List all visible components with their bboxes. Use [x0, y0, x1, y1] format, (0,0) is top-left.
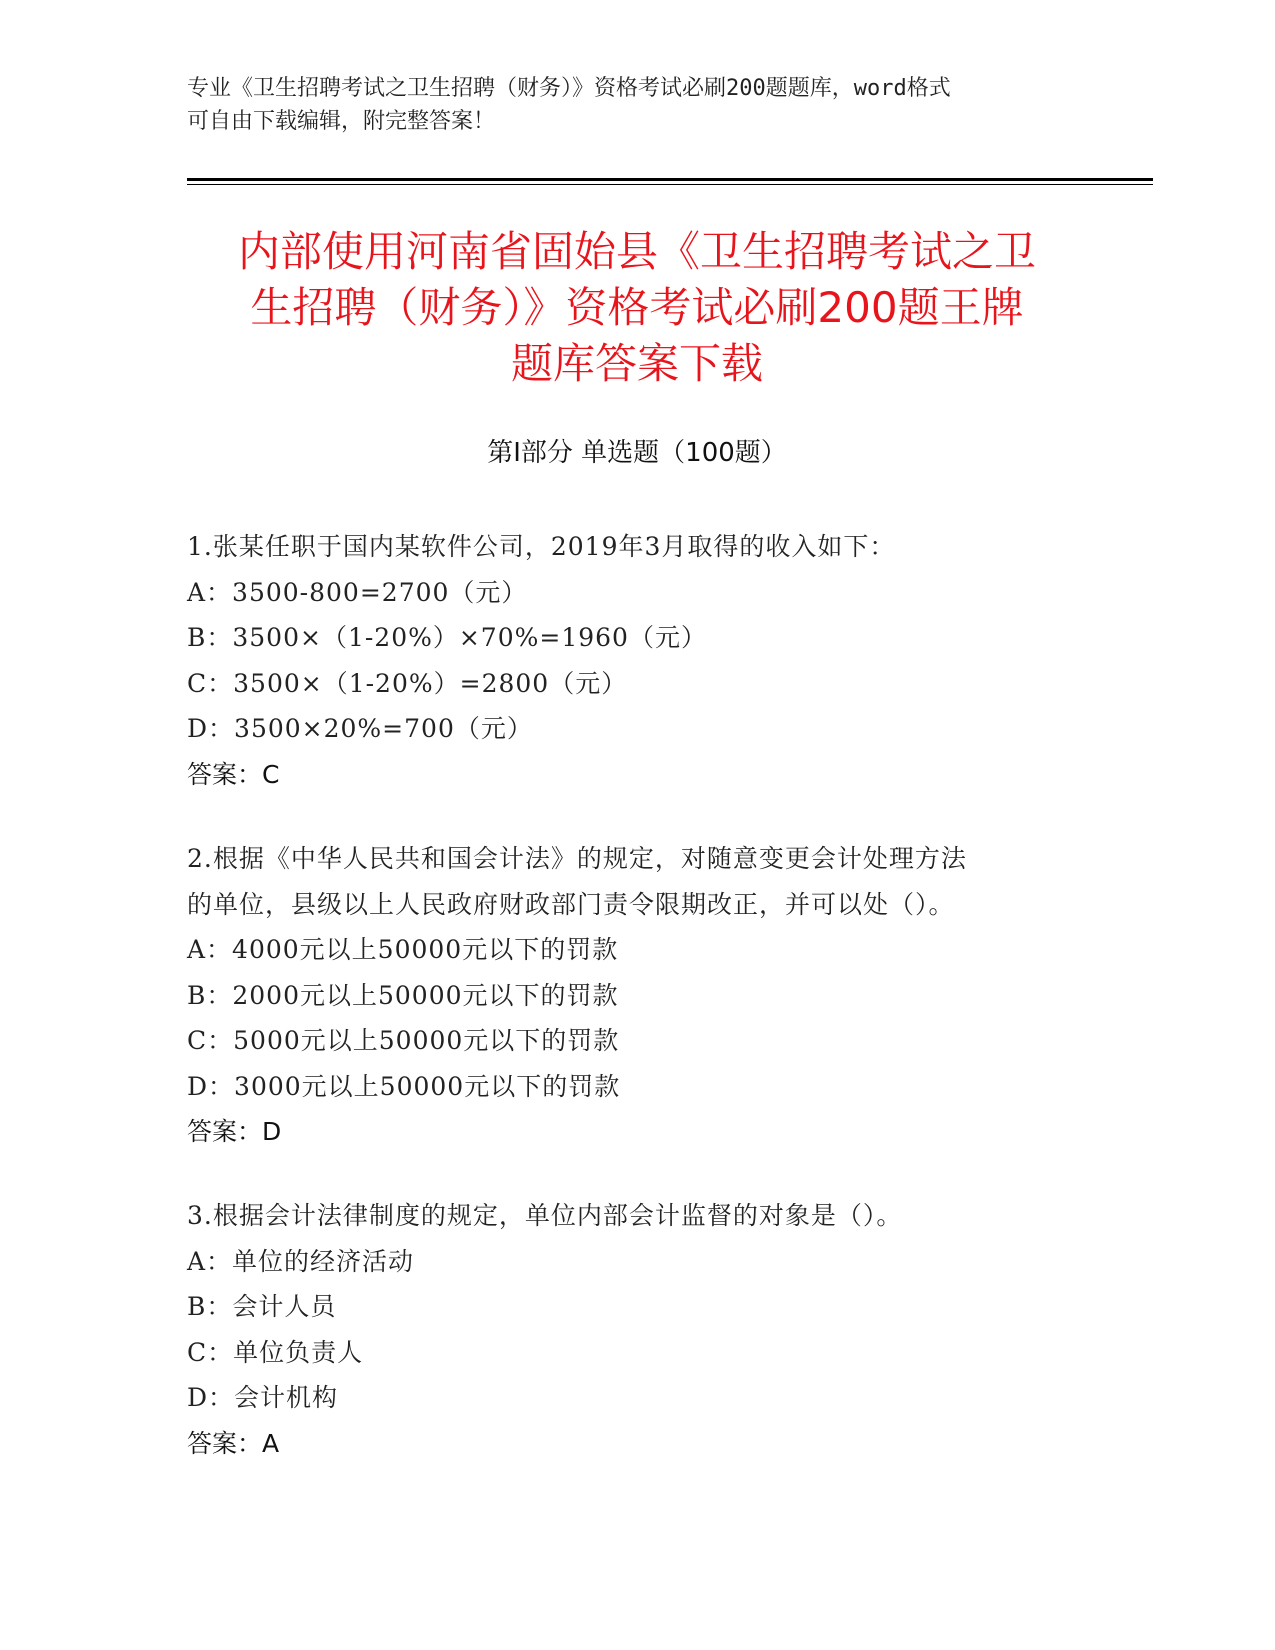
section-heading: 第Ⅰ部分 单选题（100题） — [487, 438, 787, 468]
question-stem: 3.根据会计法律制度的规定，单位内部会计监督的对象是（）。 — [187, 1201, 903, 1230]
answer-line: 答案：C — [187, 759, 280, 789]
option-c: C：5000元以上50000元以下的罚款 — [187, 1026, 620, 1055]
option-b: B：2000元以上50000元以下的罚款 — [187, 980, 619, 1010]
header-divider-thin — [187, 184, 1153, 185]
header-note-line-2: 可自由下载编辑，附完整答案！ — [187, 109, 496, 134]
header-note-line-1: 专业《卫生招聘考试之卫生招聘（财务）》资格考试必刷200题题库，word格式 — [187, 76, 951, 101]
header-divider-thick — [187, 178, 1153, 181]
option-d: D：3500×20%=700（元） — [187, 714, 533, 743]
header-note — [187, 72, 1067, 138]
document-title — [187, 224, 1087, 392]
option-a: A：单位的经济活动 — [187, 1246, 415, 1276]
answer-line: 答案：D — [187, 1117, 282, 1146]
answer-line: 答案：A — [187, 1428, 280, 1458]
document-title-line-2: 生招聘（财务）》资格考试必刷200题王牌 — [250, 283, 1024, 332]
question-block — [187, 836, 1067, 1155]
question-stem-continued: 的单位，县级以上人民政府财政部门责令限期改正，并可以处（）。 — [187, 889, 955, 919]
option-d: D：3000元以上50000元以下的罚款 — [187, 1071, 621, 1101]
document-title-line-1: 内部使用河南省固始县《卫生招聘考试之卫 — [237, 227, 1036, 276]
option-b: B：3500×（1-20%）×70%=1960（元） — [187, 623, 707, 652]
option-a: A：4000元以上50000元以下的罚款 — [187, 935, 619, 964]
question-block — [187, 1193, 1067, 1466]
option-b: B：会计人员 — [187, 1292, 337, 1321]
option-d: D：会计机构 — [187, 1383, 339, 1412]
document-title-line-3: 题库答案下载 — [510, 339, 763, 388]
question-stem: 2.根据《中华人民共和国会计法》的规定，对随意变更会计处理方法 — [187, 844, 967, 873]
option-c: C：3500×（1-20%）=2800（元） — [187, 668, 628, 698]
option-c: C：单位负责人 — [187, 1337, 364, 1367]
question-block — [187, 524, 1067, 797]
option-a: A：3500-800=2700（元） — [187, 577, 528, 607]
question-stem: 1.张某任职于国内某软件公司，2019年3月取得的收入如下： — [187, 532, 896, 561]
